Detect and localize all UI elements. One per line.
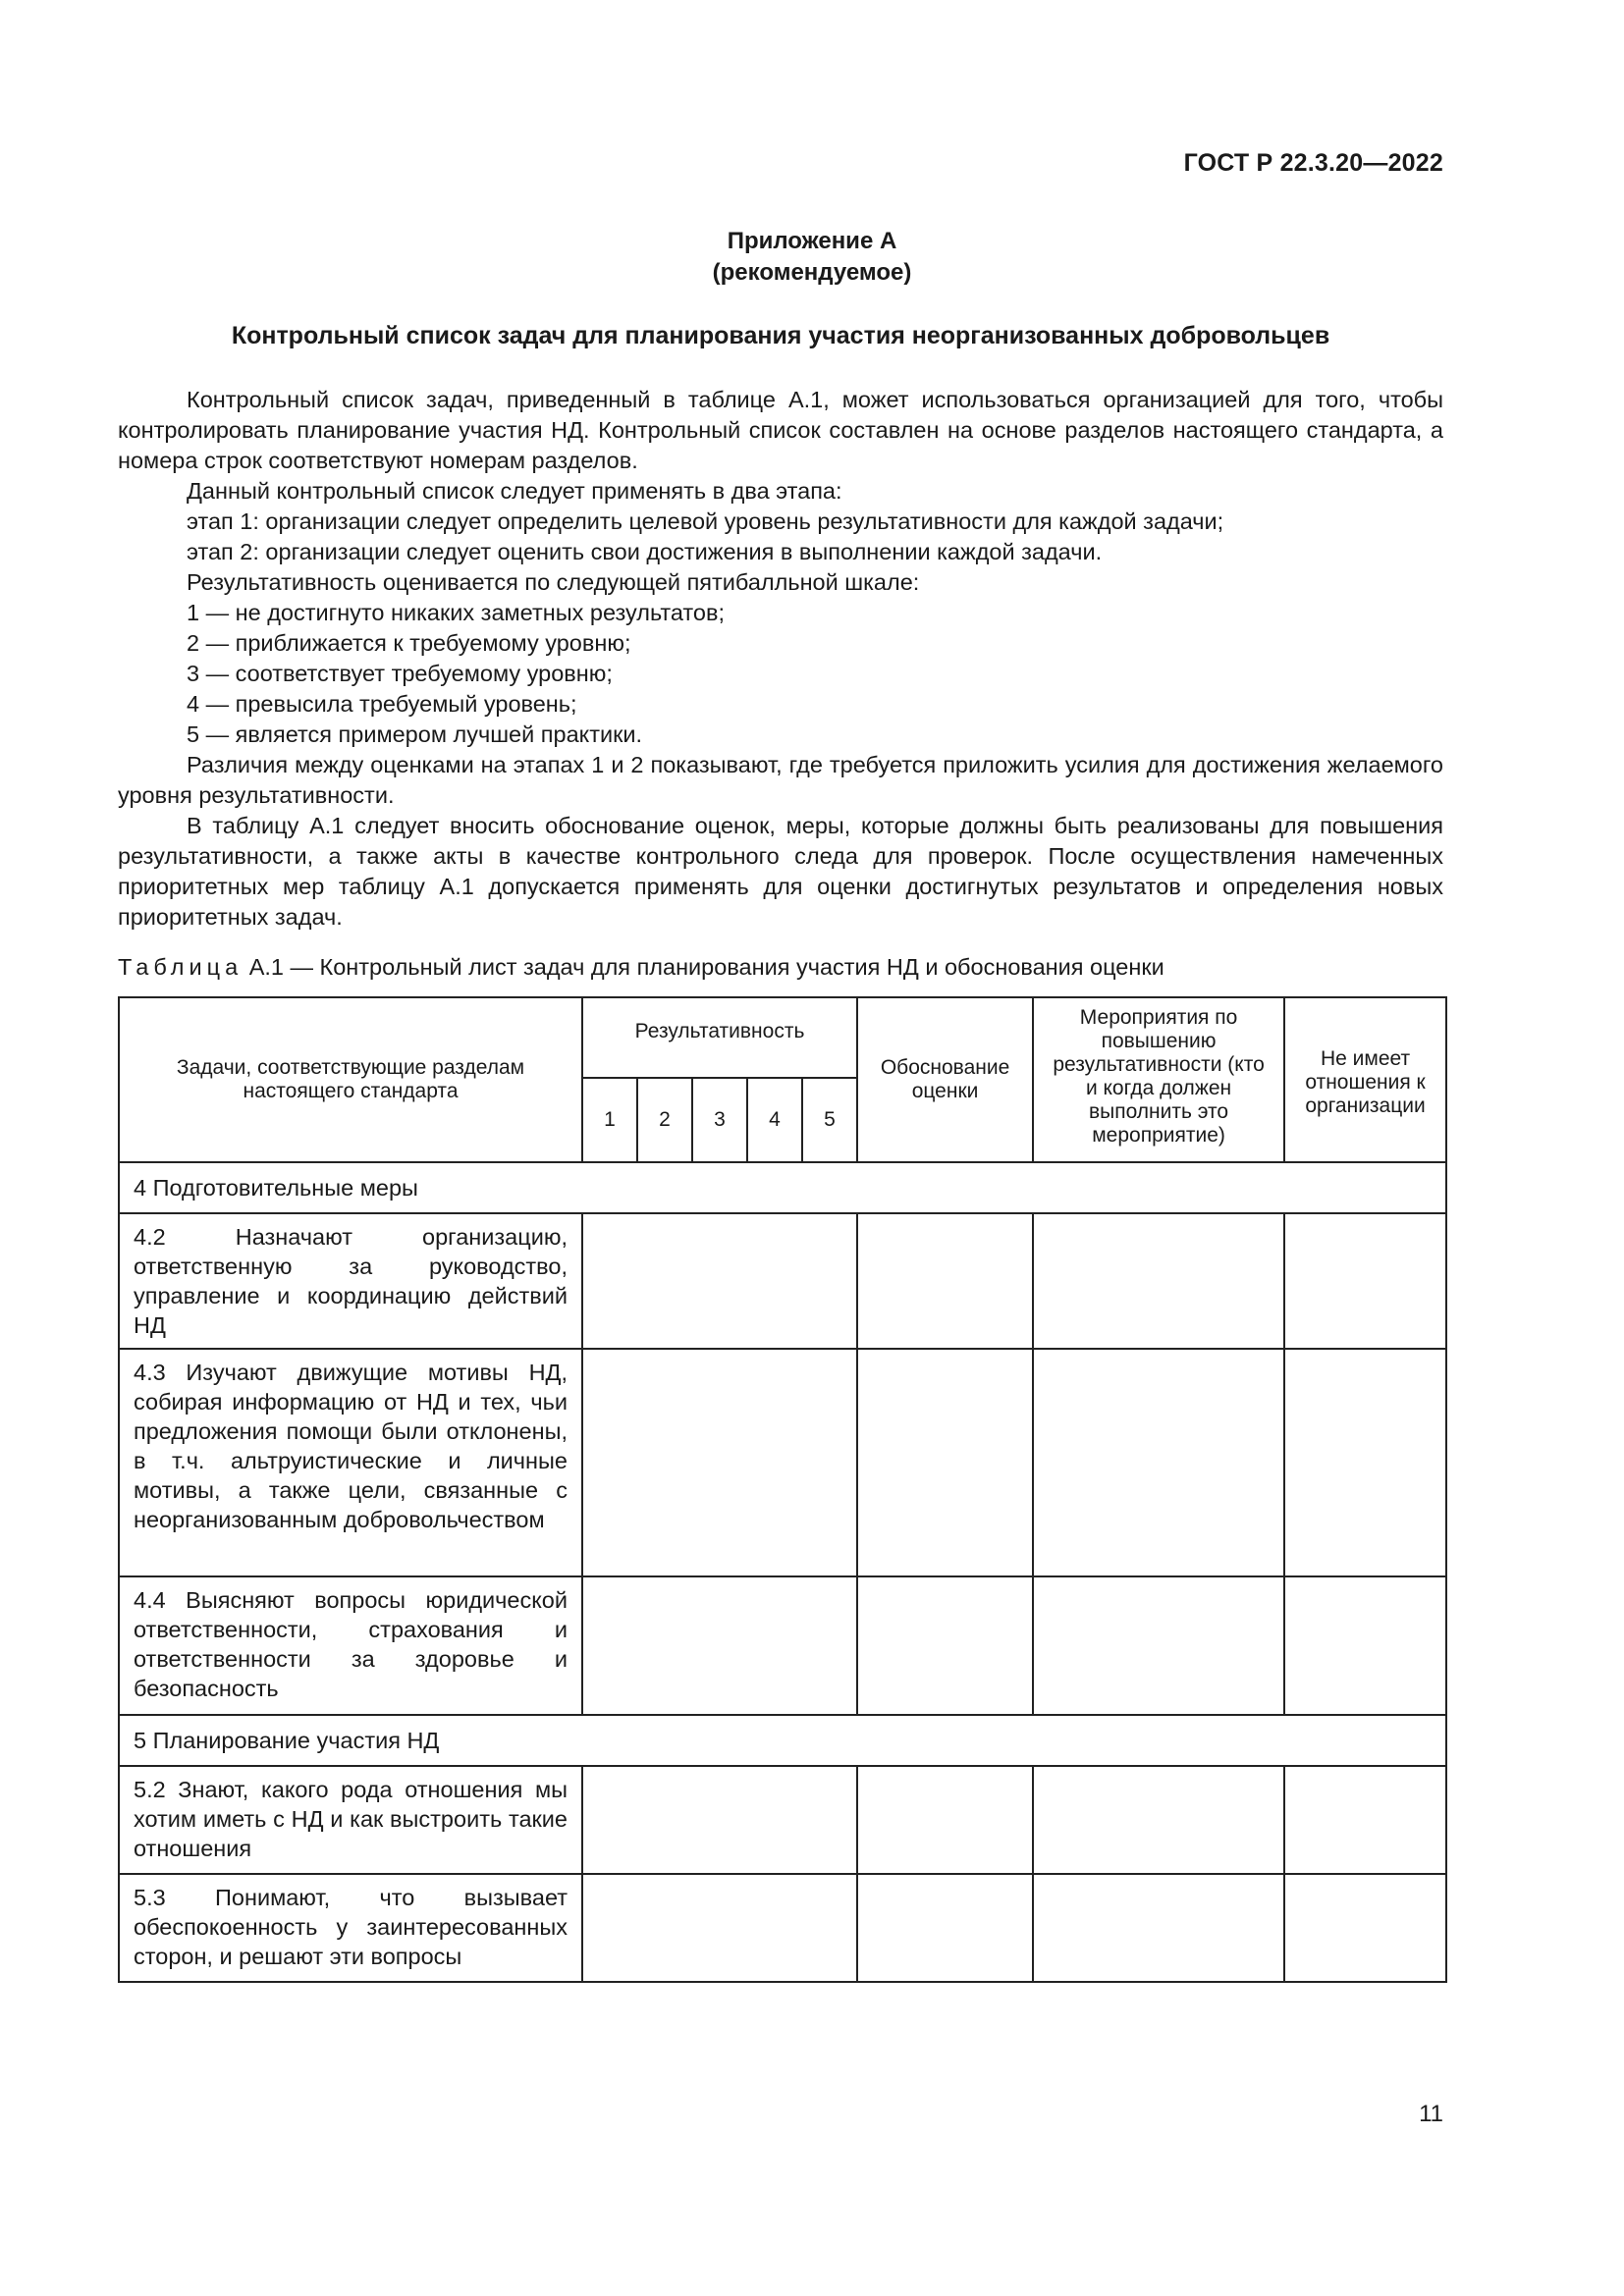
section-cell: 4 Подготовительные меры <box>119 1162 1446 1213</box>
body-text <box>118 385 1443 933</box>
paragraph: этап 2: организации следует оценить свои достижения в выполнении каждой задачи. <box>187 539 1103 564</box>
score-header: 4 <box>747 1078 802 1162</box>
table-caption-text: А.1 — Контрольный лист задач для планирования участия НД и обоснования оценки <box>248 954 1164 980</box>
scale-item: 1 — не достигнуто никаких заметных результатов; <box>187 600 726 625</box>
paragraph: Данный контрольный список следует применять в два этапа: <box>187 478 842 504</box>
basis-cell[interactable] <box>857 1874 1033 1982</box>
scale-item: 5 — является примером лучшей практики. <box>187 721 643 747</box>
table-row <box>119 1213 1446 1349</box>
annex-status: (рекомендуемое) <box>712 259 912 286</box>
paragraph: Различия между оценками на этапах 1 и 2 показывают, где требуется приложить усилия для достижения желаемого уровня результативности. <box>118 752 1443 808</box>
results-cell[interactable] <box>582 1576 857 1715</box>
measures-cell[interactable] <box>1033 1349 1284 1576</box>
standard-code: ГОСТ Р 22.3.20—2022 <box>1183 149 1443 177</box>
not-applicable-cell[interactable] <box>1284 1576 1446 1715</box>
table-row <box>119 1576 1446 1715</box>
basis-cell[interactable] <box>857 1576 1033 1715</box>
table-section-row <box>119 1162 1446 1213</box>
task-cell: 4.2 Назначают организацию, ответственную за руководство, управление и координацию действий НД <box>119 1213 582 1349</box>
measures-cell[interactable] <box>1033 1766 1284 1874</box>
header-basis: Обоснование оценки <box>857 997 1033 1162</box>
score-header: 3 <box>692 1078 747 1162</box>
task-cell: 4.3 Изучают движущие мотивы НД, собирая информацию от НД и тех, чьи предложения помощи были отклонены, в т.ч. альтруистические и личные мотивы, а также цели, связанные с неорганизованным добровольчеством <box>119 1349 582 1576</box>
not-applicable-cell[interactable] <box>1284 1766 1446 1874</box>
header-not-applicable: Не имеет отношения к организации <box>1284 997 1446 1162</box>
basis-cell[interactable] <box>857 1213 1033 1349</box>
table-caption-label: Таблица <box>118 954 244 980</box>
not-applicable-cell[interactable] <box>1284 1874 1446 1982</box>
table-row <box>119 1766 1446 1874</box>
score-header: 1 <box>582 1078 637 1162</box>
score-header: 2 <box>637 1078 692 1162</box>
header-tasks: Задачи, соответствующие разделам настоящего стандарта <box>119 997 582 1162</box>
annex-title: Приложение А <box>727 228 897 254</box>
basis-cell[interactable] <box>857 1349 1033 1576</box>
measures-cell[interactable] <box>1033 1576 1284 1715</box>
score-header: 5 <box>802 1078 857 1162</box>
section-cell: 5 Планирование участия НД <box>119 1715 1446 1766</box>
results-cell[interactable] <box>582 1213 857 1349</box>
scale-item: 4 — превысила требуемый уровень; <box>187 691 577 717</box>
scale-item: 3 — соответствует требуемому уровню; <box>187 661 613 686</box>
measures-cell[interactable] <box>1033 1213 1284 1349</box>
task-cell: 4.4 Выясняют вопросы юридической ответственности, страхования и ответственности за здоровье и безопасность <box>119 1576 582 1715</box>
task-cell: 5.2 Знают, какого рода отношения мы хотим иметь с НД и как выстроить такие отношения <box>119 1766 582 1874</box>
paragraph: Контрольный список задач, приведенный в таблице А.1, может использоваться организацией для того, чтобы контролировать планирование участия НД. Контрольный список составлен на основе разделов настоящего стандарта, а номера строк соответствуют номерам разделов. <box>118 387 1443 473</box>
header-measures: Мероприятия по повышению результативности (кто и когда должен выполнить это мероприятие) <box>1033 997 1284 1162</box>
paragraph: Результативность оценивается по следующей пятибалльной шкале: <box>187 569 920 595</box>
task-cell: 5.3 Понимают, что вызывает обеспокоенность у заинтересованных сторон, и решают эти вопросы <box>119 1874 582 1982</box>
basis-cell[interactable] <box>857 1766 1033 1874</box>
scale-item: 2 — приближается к требуемому уровню; <box>187 630 631 656</box>
annex-heading: Контрольный список задач для планирования участия неорганизованных добровольцев <box>231 322 1330 349</box>
paragraph: этап 1: организации следует определить целевой уровень результативности для каждой задачи; <box>187 508 1224 534</box>
measures-cell[interactable] <box>1033 1874 1284 1982</box>
table-row <box>119 1349 1446 1576</box>
table-section-row <box>119 1715 1446 1766</box>
results-cell[interactable] <box>582 1766 857 1874</box>
table-row <box>119 1874 1446 1982</box>
results-cell[interactable] <box>582 1874 857 1982</box>
paragraph: В таблицу А.1 следует вносить обоснование оценок, меры, которые должны быть реализованы для повышения результативности, а также акты в качестве контрольного следа для проверок. После осуществления намеченных приоритетных мер таблицу А.1 допускается применять для оценки достигнутых результатов и определения новых приоритетных задач. <box>118 813 1443 930</box>
not-applicable-cell[interactable] <box>1284 1349 1446 1576</box>
table-caption <box>118 954 1164 981</box>
header-results: Результативность <box>582 997 857 1078</box>
not-applicable-cell[interactable] <box>1284 1213 1446 1349</box>
page-number: 11 <box>1419 2101 1443 2127</box>
results-cell[interactable] <box>582 1349 857 1576</box>
tasks-table <box>118 996 1447 1983</box>
